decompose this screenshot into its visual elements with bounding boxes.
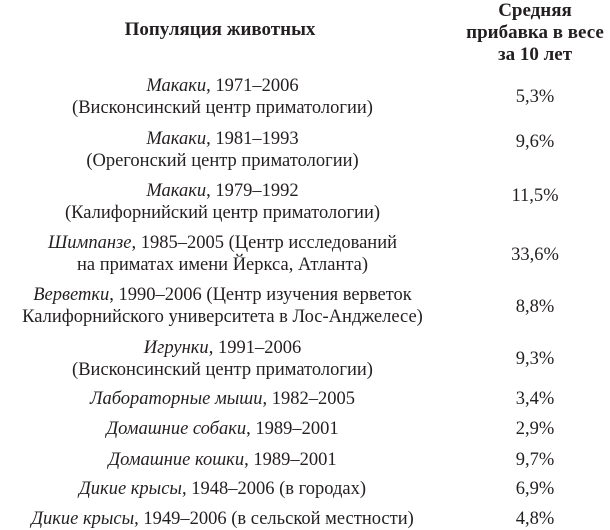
- species-name: Игрунки: [143, 338, 209, 358]
- population-cell: [0, 418, 445, 440]
- weight-gain-value: 11,5%: [511, 186, 559, 206]
- population-detail: , 1985–2005 (Центр исследований: [131, 233, 397, 253]
- population-cell: [0, 388, 445, 410]
- population-cell: [0, 128, 445, 172]
- species-name: Верветки: [33, 285, 110, 305]
- weight-gain-value: 2,9%: [515, 419, 555, 439]
- population-detail-line2: (Орегонский центр приматологии): [86, 151, 359, 171]
- population-detail: , 1991–2006: [208, 338, 302, 358]
- population-cell: [0, 284, 445, 328]
- weight-gain-value: 9,6%: [515, 132, 555, 152]
- population-detail: , 1948–2006 (в городах): [181, 479, 366, 499]
- population-detail: , 1971–2006: [206, 76, 299, 96]
- species-name: Домашние кошки: [108, 450, 245, 470]
- species-name: Макаки: [146, 129, 207, 149]
- header-gain-line1: Средняя: [498, 0, 572, 21]
- weight-gain-value: 4,8%: [515, 509, 555, 529]
- population-detail: , 1981–1993: [206, 129, 299, 149]
- population-cell: [0, 75, 445, 119]
- species-name: Макаки: [146, 181, 207, 201]
- population-detail: , 1989–2001: [244, 450, 337, 470]
- header-gain-line2: прибавка в весе: [466, 22, 604, 43]
- population-detail: , 1989–2001: [246, 419, 339, 439]
- population-cell: [0, 337, 445, 381]
- header-weight-gain: [460, 0, 610, 66]
- header-population: Популяция животных: [124, 19, 316, 40]
- species-name: Домашние собаки: [106, 419, 247, 439]
- species-name: Лабораторные мыши: [89, 389, 263, 409]
- species-name: Шимпанзе: [48, 233, 132, 253]
- population-detail-line2: Калифорнийского университета в Лос-Анджелесе): [22, 307, 423, 327]
- species-name: Дикие крысы: [31, 509, 135, 529]
- population-detail: , 1990–2006 (Центр изучения верветок: [109, 285, 412, 305]
- population-cell: [0, 232, 445, 276]
- header-gain-line3: за 10 лет: [497, 44, 573, 65]
- population-detail-line2: (Висконсинский центр приматологии): [72, 360, 373, 380]
- weight-gain-value: 9,3%: [515, 349, 555, 369]
- population-detail-line2: (Калифорнийский центр приматологии): [64, 203, 380, 223]
- weight-gain-value: 9,7%: [515, 450, 555, 470]
- weight-gain-value: 8,8%: [515, 297, 555, 317]
- population-cell: [0, 478, 445, 500]
- population-detail: , 1979–1992: [206, 181, 299, 201]
- species-name: Дикие крысы: [79, 479, 182, 499]
- population-detail: , 1982–2005: [262, 389, 356, 409]
- population-detail-line2: на приматах имени Йеркса, Атланта): [76, 255, 369, 275]
- species-name: Макаки: [146, 76, 207, 96]
- weight-gain-value: 3,4%: [515, 389, 555, 409]
- population-cell: [0, 508, 445, 530]
- population-cell: [0, 180, 445, 224]
- weight-gain-value: 5,3%: [515, 87, 555, 107]
- weight-gain-value: 33,6%: [511, 245, 559, 265]
- population-detail: , 1949–2006 (в сельской местности): [134, 509, 414, 529]
- weight-gain-value: 6,9%: [515, 479, 555, 499]
- population-detail-line2: (Висконсинский центр приматологии): [72, 98, 373, 118]
- population-cell: [0, 449, 445, 471]
